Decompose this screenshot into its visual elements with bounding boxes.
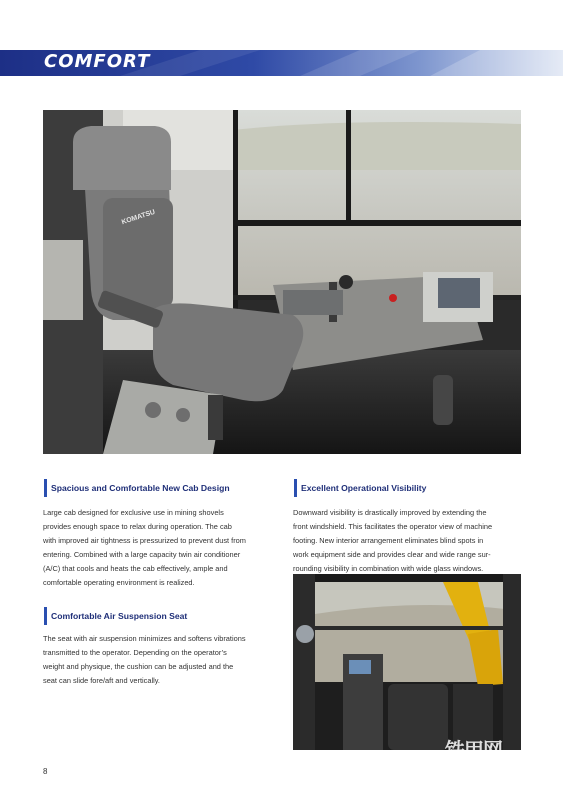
- cab-line: with improved air tightness is pressurized to prevent dust from: [43, 536, 246, 545]
- visibility-paragraph: [293, 506, 492, 576]
- visibility-line: footing. New interior arrangement eliminates blind spots in: [293, 536, 484, 545]
- seat-paragraph: [43, 632, 246, 688]
- page-number: 8: [43, 767, 48, 776]
- section-heading-cab: [51, 483, 230, 493]
- seat-line: transmitted to the operator. Depending on the operator’s: [43, 648, 227, 657]
- visibility-line: work equipment side and provides clear and wide range sur-: [293, 550, 491, 559]
- cab-line: provides enough space to relax during operation. The cab: [43, 522, 232, 531]
- visibility-photo: [293, 574, 521, 762]
- seat-line: seat can slide fore/aft and vertically.: [43, 676, 160, 685]
- cab-line: entering. Combined with a large capacity twin air conditioner: [43, 550, 241, 559]
- cab-line: Large cab designed for exclusive use in mining shovels: [43, 508, 224, 517]
- heading-accent-bar: [294, 479, 297, 497]
- cab-line: (A/C) that cools and heats the cab effectively, ample and: [43, 564, 228, 573]
- visibility-line: front windshield. This facilitates the operator view of machine: [293, 522, 493, 531]
- visibility-line: Downward visibility is drastically improved by extending the: [293, 508, 487, 517]
- cab-paragraph: [43, 506, 246, 590]
- cab-line: comfortable operating environment is realized.: [43, 578, 195, 587]
- visibility-line: rounding visibility in combination with wide glass windows.: [293, 564, 484, 573]
- heading-text: Spacious and Comfortable New Cab Design: [51, 483, 230, 493]
- heading-accent-bar: [44, 479, 47, 497]
- section-heading-visibility: [301, 483, 426, 493]
- heading-accent-bar: [44, 607, 47, 625]
- seat-brand-label: KOMATSU: [120, 208, 157, 227]
- header-banner: [0, 50, 563, 76]
- section-title: COMFORT: [44, 51, 151, 72]
- seat-line: weight and physique, the cushion can be adjusted and the: [43, 662, 234, 671]
- heading-text: Excellent Operational Visibility: [301, 483, 427, 493]
- section-heading-seat: [51, 611, 187, 621]
- heading-text: Comfortable Air Suspension Seat: [51, 611, 188, 621]
- cab-interior-photo: [43, 110, 521, 454]
- watermark: 铁甲网: [445, 740, 502, 762]
- seat-line: The seat with air suspension minimizes and softens vibrations: [43, 634, 246, 643]
